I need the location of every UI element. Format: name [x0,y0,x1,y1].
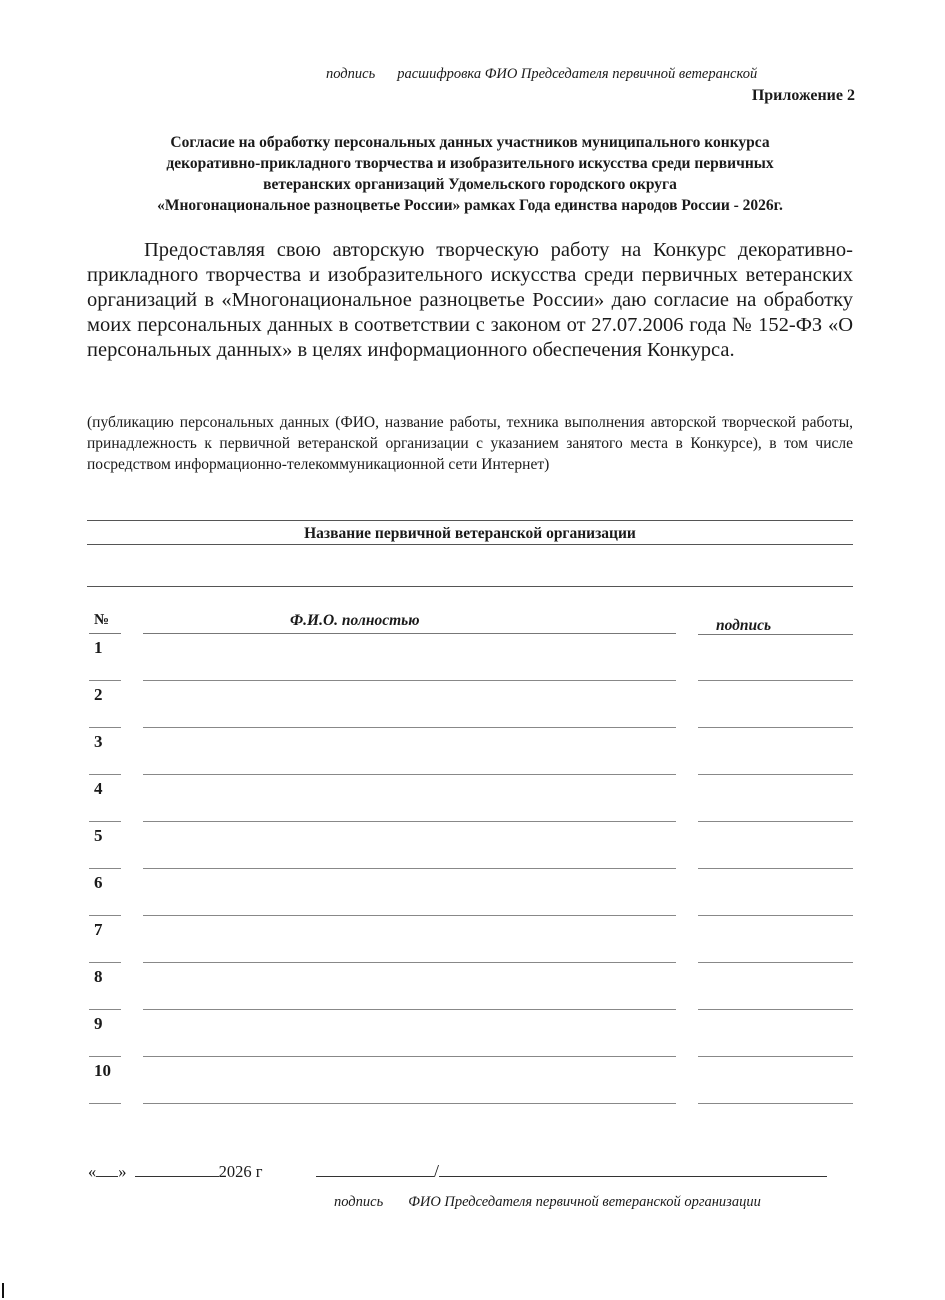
table-row [0,826,945,873]
fio-field[interactable] [143,680,676,681]
row-number-line [89,1056,121,1057]
row-number-line [89,868,121,869]
row-number: 4 [94,779,103,798]
table-row [0,779,945,826]
publication-note: (публикацию персональных данных (ФИО, название работы, техника выполнения авторской творческой работы, принадлежность к первичной ветеранской организации с указанием занятого места в Конкурсе), в том числе посредством информационно-телекоммуникационной сети Интернет) [87,414,853,473]
org-field-line-bottom[interactable] [87,586,853,587]
fio-field[interactable] [143,962,676,963]
signature-field[interactable] [698,774,853,775]
signature-field[interactable] [698,1009,853,1010]
title-line-4: «Многонациональное разноцветье России» рамках Года единства народов России - 2026г. [157,197,783,214]
signature-field[interactable] [698,821,853,822]
table-row [0,920,945,967]
footer-caption-name: ФИО Председателя первичной ветеранской организации [408,1194,761,1210]
fio-field[interactable] [143,1009,676,1010]
signature-field[interactable] [698,680,853,681]
table-row [0,873,945,920]
caption-chairman-name: расшифровка ФИО Председателя первичной ветеранской [397,66,758,82]
fio-field[interactable] [143,1103,676,1104]
table-header-number: № [94,612,110,628]
row-number: 6 [94,873,103,892]
row-number: 8 [94,967,103,986]
row-number-line [89,680,121,681]
row-number: 3 [94,732,103,751]
header-caption [326,66,757,83]
table-header-fio: Ф.И.О. полностью [290,612,420,629]
header-underline-fio [143,633,676,634]
row-number-line [89,774,121,775]
chairman-name-field[interactable] [439,1160,827,1177]
header-underline-number [89,633,121,634]
scan-mark [2,1283,4,1298]
footer-caption [334,1194,761,1211]
signature-field[interactable] [698,727,853,728]
signature-field[interactable] [698,1056,853,1057]
table-row [0,1061,945,1108]
org-field-line-mid[interactable] [87,544,853,545]
signature-field[interactable] [698,915,853,916]
row-number-line [89,962,121,963]
row-number: 9 [94,1014,103,1033]
row-number-line [89,915,121,916]
fio-field[interactable] [143,774,676,775]
signature-field[interactable] [698,868,853,869]
month-field[interactable] [135,1160,219,1177]
fio-field[interactable] [143,915,676,916]
row-number-line [89,1103,121,1104]
title-line-3: ветеранских организаций Удомельского городского округа [263,176,677,193]
date-close-quote: » [118,1162,127,1181]
table-row [0,732,945,779]
signature-slash: / [434,1161,440,1181]
row-number: 10 [94,1061,111,1080]
signature-line [316,1160,827,1182]
table-row [0,1014,945,1061]
row-number: 1 [94,638,103,657]
signature-field[interactable] [698,1103,853,1104]
signature-field[interactable] [698,962,853,963]
row-number: 2 [94,685,103,704]
table-header-signature: подпись [716,617,772,634]
row-number-line [89,1009,121,1010]
row-number: 5 [94,826,103,845]
header-underline-signature [698,634,853,635]
title-line-2: декоративно-прикладного творчества и изобразительного искусства среди первичных [166,155,774,172]
appendix-label: Приложение 2 [751,87,855,104]
table-row [0,967,945,1014]
org-name-label: Название первичной ветеранской организации [304,525,636,542]
title-line-1: Согласие на обработку персональных данных участников муниципального конкурса [170,134,770,151]
row-number-line [89,821,121,822]
consent-paragraph: Предоставляя свою авторскую творческую работу на Конкурс декоративно-прикладного творчества и изобразительного искусства среди первичных ветеранских организаций в «Многонациональное разноцветье России» даю согласие на обработку моих персональных данных в соответствии с законом от 27.07.2006 года № 152-ФЗ «О персональных данных» в целях информационного обеспечения Конкурса. [87,239,853,361]
date-open-quote: « [88,1162,97,1181]
caption-signature: подпись [326,66,376,82]
footer-caption-signature: подпись [334,1194,384,1210]
row-number-line [89,727,121,728]
signature-field-footer[interactable] [316,1160,434,1177]
date-year: 2026 г [218,1162,263,1181]
table-row [0,638,945,685]
org-field-line-top[interactable] [87,520,853,521]
row-number: 7 [94,920,103,939]
document-title [60,132,880,216]
fio-field[interactable] [143,868,676,869]
table-row [0,685,945,732]
day-field[interactable] [96,1160,118,1177]
fio-field[interactable] [143,1056,676,1057]
fio-field[interactable] [143,727,676,728]
date-line [88,1160,263,1182]
fio-field[interactable] [143,821,676,822]
